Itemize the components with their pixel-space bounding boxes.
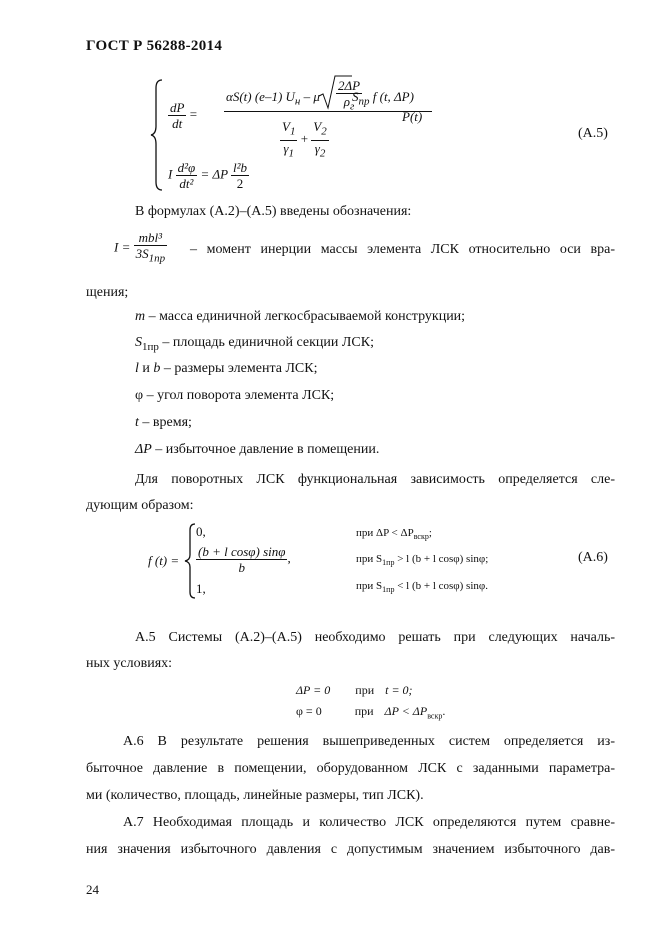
paragraph-a6-line2: быточное давление в помещении, оборудованном ЛСК с заданными параметра- — [86, 761, 615, 776]
paragraph-a6-line3: ми (количество, площадь, линейные размеры, тип ЛСК). — [86, 788, 424, 803]
a5-numerator: αS(t) (e–1) $U_н$ – μ — [226, 89, 320, 108]
system-brace-a6 — [184, 523, 196, 599]
a6-case1: 0, — [196, 524, 206, 539]
document-header: ГОСТ Р 56288-2014 — [86, 38, 223, 54]
paragraph-a7-line2: ния значения избыточного давления с допустимым значением избыточного дав- — [86, 842, 615, 857]
paragraph-intro: В формулах (А.2)–(А.5) введены обозначения: — [135, 204, 412, 219]
def-t: t – время; — [135, 415, 192, 430]
def-inertia-cont: щения; — [86, 285, 129, 300]
paragraph-a5-line1: А.5 Системы (А.2)–(А.5) необходимо решать при следующих началь- — [135, 630, 615, 645]
a6-cond3: при $S_{1пр} < l$ (b + l cosφ) sinφ. — [356, 580, 488, 595]
paragraph-a6-line1: А.6 В результате решения вышеприведенных систем определяется из- — [123, 734, 615, 749]
equation-number-a6: (А.6) — [578, 550, 608, 565]
a5-sqrt-frac: $\frac{2\Delta P}{\rho_г}$ — [338, 78, 361, 113]
a6-lhs: f (t) = — [148, 553, 180, 568]
a5-main-fraction-bar — [224, 111, 432, 112]
a5-after-sqrt: $S_{пр}$ f (t, ΔP) — [352, 89, 414, 108]
paragraph-a7-line1: А.7 Необходимая площадь и количество ЛСК определяются путем сравне- — [123, 815, 615, 830]
init-condition-1: ΔP = 0 при t = 0; — [296, 683, 413, 697]
paragraph-rotational-line1: Для поворотных ЛСК функциональная зависимость определяется сле- — [135, 472, 615, 487]
def-m: m – масса единичной легкосбрасываемой конструкции; — [135, 309, 466, 324]
equation-number-a5: (А.5) — [578, 126, 608, 141]
page-number: 24 — [86, 882, 99, 897]
a5-line2: I $\frac{\text{d²φ}}{\text{dt²}}$ = ΔP $\frac{\text{l²b}}{2}$ — [168, 160, 248, 191]
def-s1pr: $S_{1пр}$ – площадь единичной секции ЛСК; — [135, 335, 374, 353]
def-inertia-text: – момент инерции массы элемента ЛСК относительно оси вра- — [190, 242, 615, 257]
a6-case3: 1, — [196, 581, 206, 596]
a5-lhs-frac: $\frac{dP}{dt}$ = — [170, 100, 198, 131]
def-delta-p: ΔP – избыточное давление в помещении. — [135, 442, 380, 457]
system-brace-a5 — [150, 78, 164, 192]
def-l-b: l и b – размеры элемента ЛСК; — [135, 361, 318, 376]
a5-denominator-p: P(t) — [402, 109, 423, 124]
paragraph-a5-line2: ных условиях: — [86, 656, 173, 671]
a6-cond2: при $S_{1пр} > l$ (b + l cosφ) sinφ; — [356, 553, 489, 568]
a6-case2: $\frac{\text{(b + l cosφ) sinφ}}{b}$ , — [198, 544, 291, 575]
paragraph-rotational-line2: дующим образом: — [86, 498, 194, 513]
init-condition-2: φ = 0 при $\Delta P < \Delta P_{вскр}$. — [296, 704, 446, 721]
a5-denominator-v: $\frac{V_1}{\gamma_1}$ + $\frac{V_2}{\gamma_2}$ — [282, 119, 327, 160]
def-inertia-formula: I = $\frac{\text{mbl³}}{3S_{1пр}}$ — [114, 230, 166, 265]
a6-cond1: при $\Delta P < \Delta P_{вскр}$; — [356, 527, 432, 542]
def-phi: φ – угол поворота элемента ЛСК; — [135, 388, 335, 403]
